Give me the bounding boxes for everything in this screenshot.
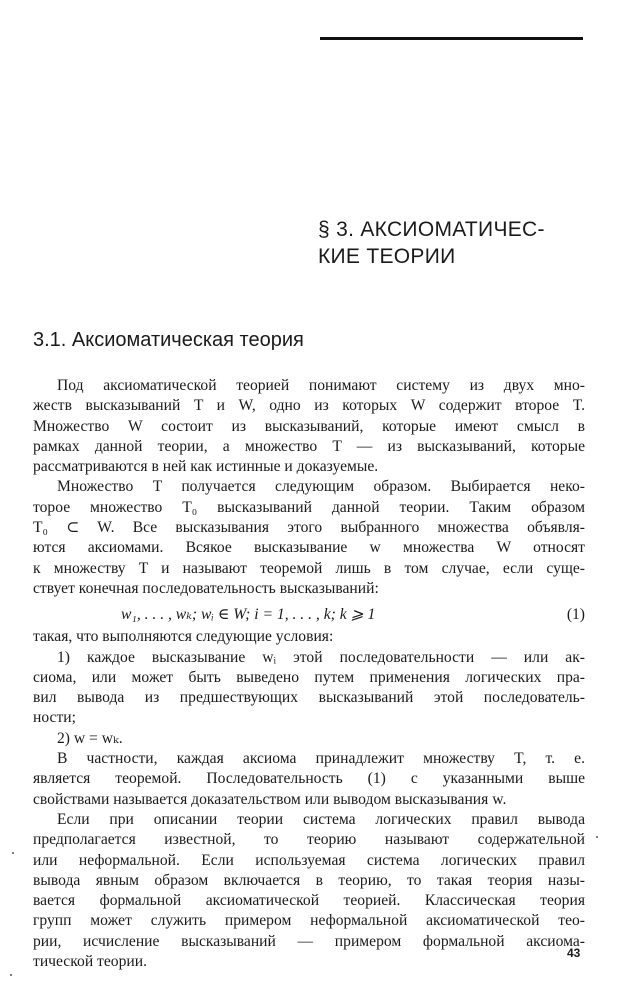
- text-line: 2) w = wₖ.: [57, 729, 123, 747]
- text-line: 1) каждое высказывание wᵢ этой последовательности — или ак-: [57, 648, 585, 666]
- text-line: Множество T получается следующим образом. Выбирается неко-: [57, 478, 585, 496]
- text-line: торое множество T₀ высказываний данной теории. Таким образом: [33, 498, 585, 516]
- scan-speck: [596, 836, 598, 838]
- text-line: такая, что выполняются следующие условия:: [33, 628, 334, 646]
- chapter-title: [318, 216, 545, 270]
- text-line: ются аксиомами. Всякое высказывание w множества W относят: [33, 539, 585, 557]
- text-line: ствует конечная последовательность высказываний:: [33, 579, 379, 597]
- text-line: или неформальной. Если используемая система логических правил: [33, 851, 585, 869]
- text-line: рии, исчисление высказываний — примером формальной аксиома-: [33, 932, 585, 950]
- text-line: В частности, каждая аксиома принадлежит множеству T, т. е.: [57, 750, 585, 768]
- text-line: предполагается известной, то теорию называют содержательной: [33, 831, 585, 849]
- text-line: Под аксиоматической теорией понимают систему из двух мно-: [57, 377, 585, 394]
- section-heading: 3.1. Аксиоматическая теория: [33, 329, 304, 351]
- formula-number: (1): [566, 606, 585, 624]
- chapter-title-line-2: КИЕ ТЕОРИИ: [318, 245, 456, 268]
- text-line: Множество W состоит из высказываний, которые имеют смысл в: [33, 417, 585, 435]
- formula-1: [33, 603, 585, 626]
- text-line: рамках данной теории, а множество T — из высказываний, которые: [33, 437, 585, 455]
- formula-expression: w₁, . . . , wₖ; wᵢ ∈ W; i = 1, . . . , k; k ⩾ 1: [121, 606, 376, 624]
- text-line: T₀ ⊂ W. Все высказывания этого выбранного множества объявля-: [33, 519, 585, 537]
- text-line: Если при описании теории система логических правил вывода: [57, 810, 585, 828]
- text-line: ности;: [33, 709, 76, 727]
- text-line: к множеству T и называют теоремой лишь в том случае, если суще-: [33, 559, 585, 577]
- text-line: групп может служить примером неформальной аксиоматической тео-: [33, 912, 585, 930]
- text-line: свойствами называется доказательством или выводом высказывания w.: [33, 790, 507, 808]
- text-line: является теоремой. Последовательность (1) с указанными выше: [33, 770, 585, 788]
- text-line: жеств высказываний T и W, одно из которых W содержит второе T.: [33, 397, 585, 415]
- text-line: рассматриваются в ней как истинные и доказуемые.: [33, 458, 379, 476]
- chapter-title-line-1: § 3. АКСИОМАТИЧЕС-: [318, 218, 545, 241]
- text-line: сиома, или может быть выведено путем применения логических пра-: [33, 668, 585, 686]
- text-line: вается формальной аксиоматической теорией. Классическая теория: [33, 892, 585, 910]
- top-rule: [320, 37, 583, 40]
- text-line: вил вывода из предшествующих высказываний этой последователь-: [33, 689, 585, 707]
- page-number: 43: [567, 946, 581, 960]
- scan-speck: [10, 974, 12, 976]
- body-text: [33, 376, 585, 972]
- text-line: тической теории.: [33, 953, 147, 971]
- scan-speck: [12, 852, 14, 854]
- text-line: вывода явным образом включается в теорию, то такая теория назы-: [33, 871, 585, 889]
